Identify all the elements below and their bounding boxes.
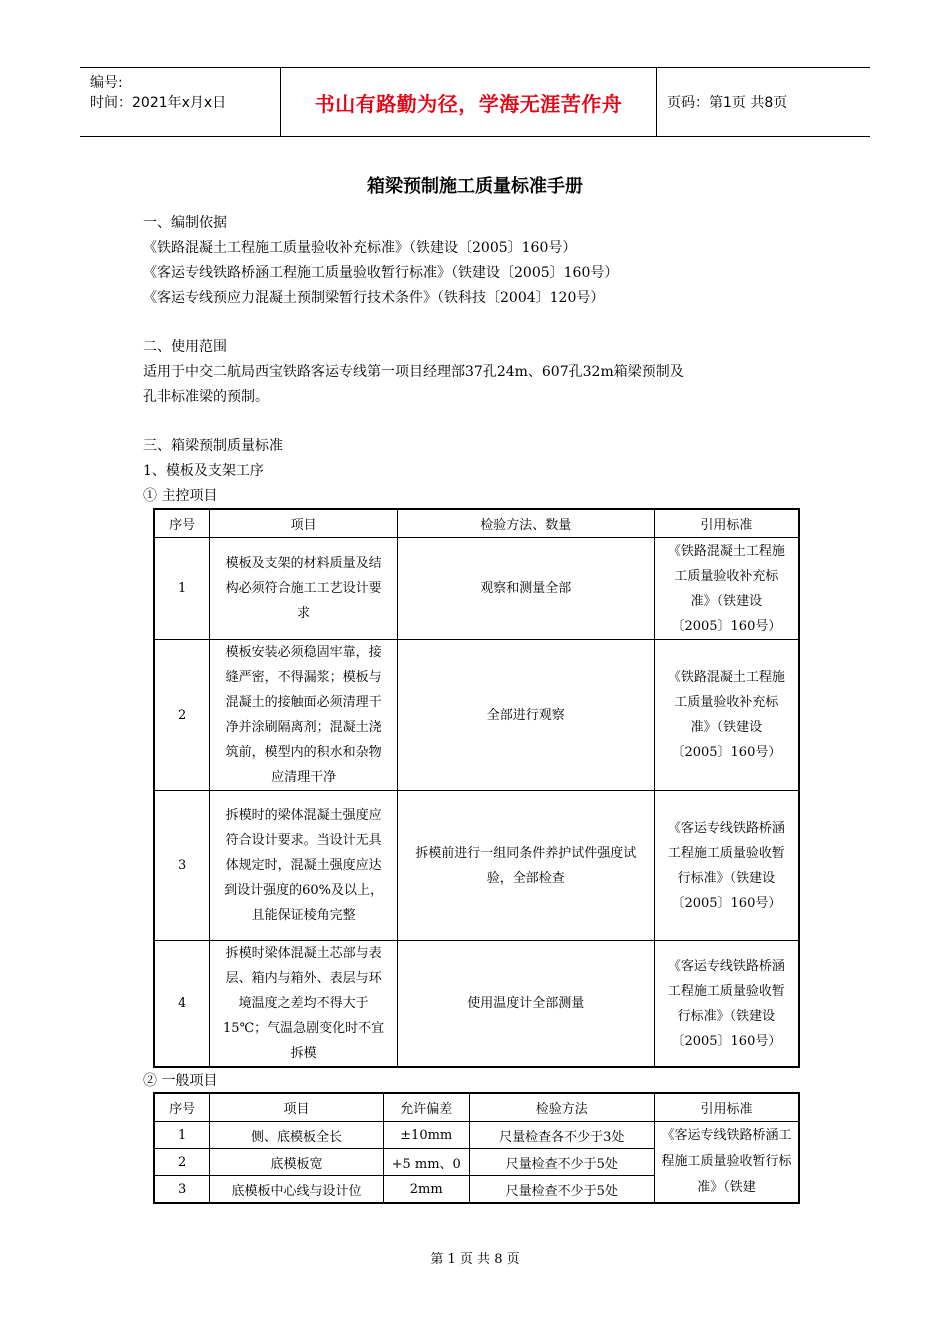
row-number: 2	[154, 640, 210, 791]
table-row	[154, 791, 799, 941]
header-page-info: 页码：第1页 共8页	[667, 95, 788, 111]
row-tolerance: +5 mm、0	[383, 1149, 469, 1176]
reference-1: 《铁路混凝土工程施工质量验收补充标准》（铁建设〔2005〕160号）	[143, 240, 577, 256]
reference-2: 《客运专线铁路桥涵工程施工质量验收暂行标准》（铁建设〔2005〕160号）	[143, 265, 619, 281]
reference-3: 《客运专线预应力混凝土预制梁暂行技术条件》（铁科技〔2004〕120号）	[143, 290, 605, 306]
col-header: 序号	[154, 1093, 210, 1122]
row-number: 1	[154, 538, 210, 640]
table-row	[154, 538, 799, 640]
row-number: 1	[154, 1122, 210, 1149]
row-number: 3	[154, 791, 210, 941]
row-item: 底模板中心线与设计位	[210, 1176, 383, 1204]
row-number: 3	[154, 1176, 210, 1204]
col-header: 检验方法	[469, 1093, 654, 1122]
table-header-row	[154, 1093, 799, 1122]
row-item: 模板安装必须稳固牢靠，接缝严密，不得漏浆；模板与混凝土的接触面必须清理干净并涂刷隔离剂；混凝土浇筑前，模型内的积水和杂物应清理干净	[210, 640, 397, 791]
row-tolerance: ±10mm	[383, 1122, 469, 1149]
row-item: 底模板宽	[210, 1149, 383, 1176]
section1-heading: 一、编制依据	[143, 215, 227, 231]
table-row	[154, 941, 799, 1068]
row-item: 模板及支架的材料质量及结构必须符合施工工艺设计要求	[210, 538, 397, 640]
date-label: 时间：2021年x月x日	[90, 95, 227, 111]
table-row	[154, 640, 799, 791]
col-header: 允许偏差	[383, 1093, 469, 1122]
section2-heading: 二、使用范围	[143, 339, 227, 355]
col-header: 引用标准	[654, 1093, 799, 1122]
main-control-table	[153, 508, 800, 1068]
scope-text-line1: 适用于中交二航局西宝铁路客运专线第一项目经理部37孔24m、607孔32m箱梁预制及	[143, 364, 684, 380]
row-item: 拆模时的梁体混凝土强度应符合设计要求。当设计无具体规定时，混凝土强度应达到设计强度的60%及以上，且能保证棱角完整	[210, 791, 397, 941]
table-header-row	[154, 509, 799, 538]
row-item: 侧、底模板全长	[210, 1122, 383, 1149]
col-header: 检验方法、数量	[397, 509, 654, 538]
section3-heading: 三、箱梁预制质量标准	[143, 438, 283, 454]
col-header: 引用标准	[654, 509, 799, 538]
row-method: 观察和测量全部	[397, 538, 654, 640]
row-method: 使用温度计全部测量	[397, 941, 654, 1068]
col-header: 项目	[210, 1093, 383, 1122]
row-number: 4	[154, 941, 210, 1068]
number-label: 编号:	[90, 75, 123, 91]
row-method: 尺量检查不少于5处	[469, 1149, 654, 1176]
row-method: 拆模前进行一组同条件养护试件强度试验，全部检查	[397, 791, 654, 941]
page-header	[80, 67, 870, 137]
scope-text-line2: 孔非标准梁的预制。	[143, 389, 269, 405]
row-standard: 《客运专线铁路桥涵工程施工质量验收暂行标准》（铁建	[654, 1122, 799, 1204]
row-method: 尺量检查各不少于3处	[469, 1122, 654, 1149]
row-standard: 《铁路混凝土工程施工质量验收补充标准》（铁建设〔2005〕160号）	[654, 538, 799, 640]
col-header: 序号	[154, 509, 210, 538]
row-tolerance: 2mm	[383, 1176, 469, 1204]
row-standard: 《客运专线铁路桥涵工程施工质量验收暂行标准》（铁建设〔2005〕160号）	[654, 941, 799, 1068]
row-method: 全部进行观察	[397, 640, 654, 791]
general-items-label: ② 一般项目	[143, 1073, 218, 1089]
header-left	[80, 68, 280, 136]
general-items-table	[153, 1092, 800, 1204]
main-control-label: ① 主控项目	[143, 488, 218, 504]
row-item: 拆模时梁体混凝土芯部与表层、箱内与箱外、表层与环境温度之差均不得大于15℃；气温急剧变化时不宜拆模	[210, 941, 397, 1068]
table-row	[154, 1122, 799, 1149]
document-title: 箱梁预制施工质量标准手册	[367, 176, 583, 197]
row-standard: 《客运专线铁路桥涵工程施工质量验收暂行标准》（铁建设〔2005〕160号）	[654, 791, 799, 941]
subsection-formwork: 1、模板及支架工序	[143, 463, 264, 479]
row-method: 尺量检查不少于5处	[469, 1176, 654, 1204]
page-footer: 第 1 页 共 8 页	[430, 1252, 520, 1267]
header-motto: 书山有路勤为径，学海无涯苦作舟	[280, 68, 657, 136]
col-header: 项目	[210, 509, 397, 538]
row-number: 2	[154, 1149, 210, 1176]
row-standard: 《铁路混凝土工程施工质量验收补充标准》（铁建设〔2005〕160号）	[654, 640, 799, 791]
